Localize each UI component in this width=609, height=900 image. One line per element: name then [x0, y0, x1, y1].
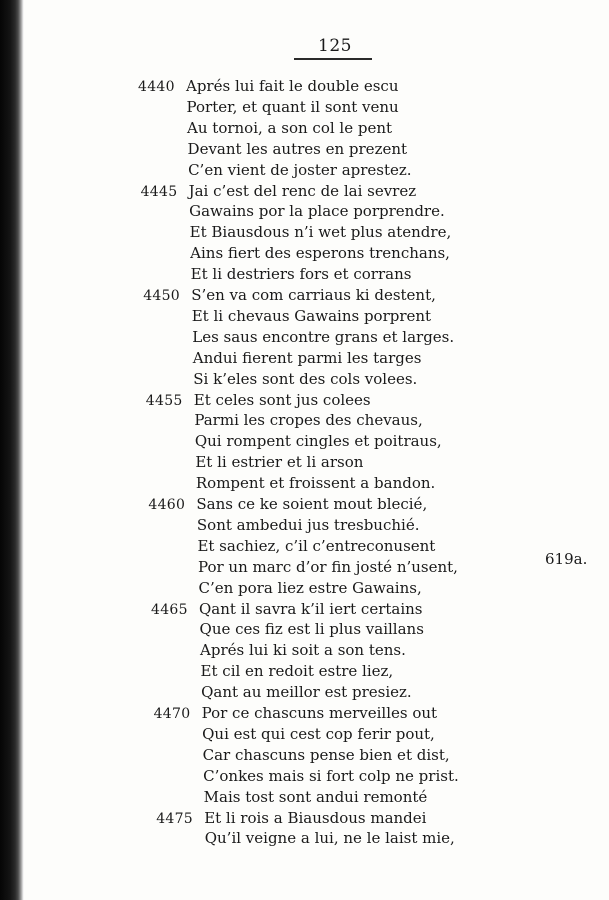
verse-line: Qui rompent cingles et poitraus,: [194, 432, 442, 451]
verse-line: C’onkes mais si fort colp ne prist.: [203, 766, 459, 785]
verse-line-number: 4465: [151, 601, 188, 618]
verse-line: Et Biausdous n’i wet plus atendre,: [189, 223, 452, 242]
verse-line: Et li rois a Biausdous mandei: [204, 808, 427, 827]
verse-line: Car chascuns pense bien et dist,: [202, 745, 450, 764]
verse-line: Porter, et quant il sont venu: [186, 97, 399, 116]
margin-folio-note: 619a.: [545, 550, 588, 568]
verse-line: Jai c’est del renc de lai sevrez: [188, 181, 417, 200]
book-spine-shadow: [0, 0, 24, 900]
page-number: 125: [318, 36, 352, 56]
verse-line: Si k’eles sont des cols volees.: [193, 369, 418, 388]
verse-line: Por un marc d’or fin josté n’usent,: [197, 557, 458, 576]
verse-line: Et sachiez, c’il c’entreconusent: [197, 536, 436, 555]
verse-line: Et li chevaus Gawains porprent: [191, 306, 432, 325]
verse-line: Andui fierent parmi les targes: [192, 348, 422, 367]
verse-line-number: 4475: [156, 810, 194, 827]
verse-line-number: 4450: [143, 288, 181, 304]
verse-line: Et li destriers fors et corrans: [190, 265, 412, 284]
verse-line: Au tornoi, a son col le pent: [187, 118, 393, 137]
book-page: [24, 0, 609, 900]
verse-line: Parmi les cropes des chevaus,: [194, 411, 423, 430]
verse-line: C’en pora liez estre Gawains,: [198, 578, 422, 597]
verse-line: Qu’il veigne a lui, ne le laist mie,: [204, 829, 455, 848]
verse-line: Mais tost sont andui remonté: [203, 787, 428, 806]
verse-line-number: 4445: [140, 183, 178, 200]
verse-line: C’en vient de joster aprestez.: [188, 160, 412, 179]
page-number-rule: [294, 58, 372, 60]
verse-line: Qant il savra k’il iert certains: [199, 599, 423, 618]
verse-line: Devant les autres en prezent: [187, 139, 408, 158]
verse-line: Rompent et froissent a bandon.: [195, 474, 436, 493]
verse-line: Et cil en redoit estre liez,: [200, 662, 394, 681]
verse-line: Qant au meillor est presiez.: [201, 683, 412, 702]
verse-line: S’en va com carriaus ki destent,: [191, 286, 436, 304]
verse-line-number: 4460: [148, 497, 186, 513]
verse-line-number: 4455: [145, 392, 183, 409]
verse-line: Sont ambedui jus tresbuchié.: [196, 515, 420, 534]
verse-line: Por ce chascuns merveilles out: [201, 704, 438, 722]
verse-line: Aprés lui fait le double escu: [186, 77, 399, 95]
verse-line: Gawains por la place porprendre.: [189, 202, 445, 221]
verse-line-number: 4440: [138, 79, 175, 95]
verse-line: Ains fiert des esperons trenchans,: [190, 244, 450, 263]
verse-line: Sans ce ke soient mout blecié,: [196, 495, 428, 513]
verse-line: Aprés lui ki soit a son tens.: [200, 641, 406, 660]
verse-line-number: 4470: [153, 706, 191, 722]
verse-line: Et li estrier et li arson: [195, 453, 364, 472]
verse-line: Et celes sont jus colees: [193, 390, 371, 409]
verse-line: Qui est qui cest cop ferir pout,: [202, 724, 435, 743]
verse-line: Que ces fiz est li plus vaillans: [199, 620, 424, 639]
verse-line: Les saus encontre grans et larges.: [192, 327, 455, 346]
